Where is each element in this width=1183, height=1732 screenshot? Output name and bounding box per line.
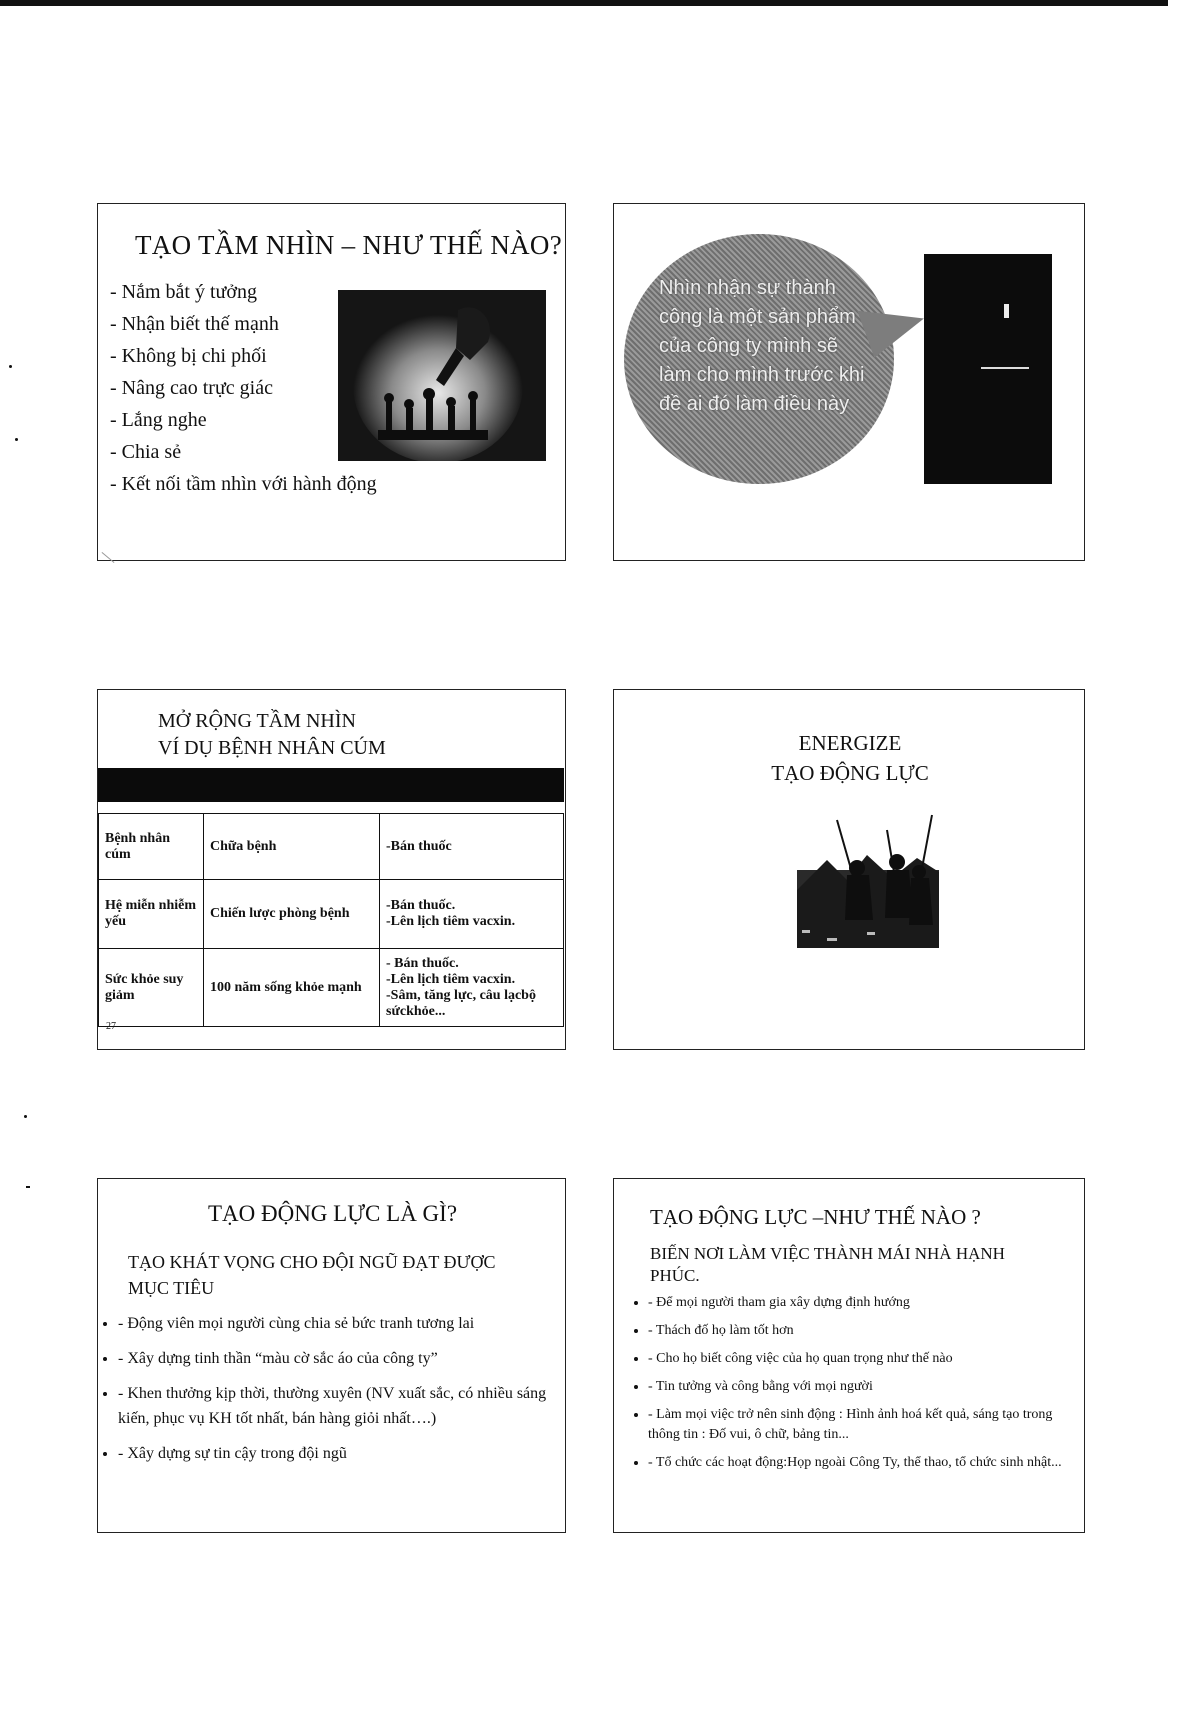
table-cell: Chiến lược phòng bệnh [204, 880, 380, 949]
bullet-item: - Lắng nghe [110, 409, 207, 431]
table-header-bar [98, 768, 564, 802]
slide-motivation-how [613, 1178, 1085, 1533]
table-cell [380, 814, 564, 880]
cell-line: -Bán thuốc [386, 838, 452, 854]
dark-figure-image [924, 254, 1052, 484]
bullet-item: • - Xây dựng sự tin cậy trong đội ngũ [118, 1441, 558, 1466]
scan-dot [24, 1115, 27, 1118]
flu-example-table [98, 813, 564, 1027]
bullet-list [614, 1293, 1078, 1481]
table-cell: Sức khỏe suy giảm [99, 949, 204, 1027]
title-line: TẠO ĐỘNG LỰC [771, 761, 929, 785]
bullet-list [110, 276, 377, 500]
bullet-item: • - Để mọi người tham gia xây dựng định hướng [648, 1293, 1078, 1313]
slide-title [614, 728, 1086, 788]
bullet-item: • - Động viên mọi người cùng chia sẻ bức tranh tương lai [118, 1311, 558, 1336]
title-line: MỞ RỘNG TẦM NHÌN [158, 710, 356, 732]
bullet-list [88, 1311, 558, 1476]
page-number: 27 [106, 1021, 116, 1032]
table-cell: Hệ miễn nhiễm yếu [99, 880, 204, 949]
slide-title [158, 708, 386, 762]
slide-subtitle [650, 1243, 1005, 1287]
cell-line: -Sâm, tăng lực, câu lạcbộ sứckhỏe... [386, 987, 536, 1019]
scan-top-border [0, 0, 1168, 6]
table-cell: Bệnh nhân cúm [99, 814, 204, 880]
figure-highlight [1004, 304, 1009, 318]
slide-energize [613, 689, 1085, 1050]
cell-line: - Bán thuốc. [386, 955, 459, 971]
figure-line [981, 367, 1029, 369]
title-line: VÍ DỤ BỆNH NHÂN CÚM [158, 737, 386, 759]
title-line: ENERGIZE [798, 731, 902, 755]
slide-vision-how [97, 203, 566, 561]
table-row [99, 814, 564, 880]
table-row [99, 880, 564, 949]
bullet-item: • - Tin tưởng và công bằng với mọi người [648, 1377, 1078, 1397]
scan-dot [9, 365, 12, 368]
bullet-item: - Nâng cao trực giác [110, 377, 273, 399]
bullet-item: - Kết nối tầm nhìn với hành động [110, 473, 377, 495]
bullet-item: • - Thách đố họ làm tốt hơn [648, 1321, 1078, 1341]
slide-title: TẠO TẦM NHÌN – NHƯ THẾ NÀO? [135, 230, 563, 260]
subtitle-line: TẠO KHÁT VỌNG CHO ĐỘI NGŨ ĐẠT ĐƯỢC [128, 1252, 496, 1272]
chess-illustration [338, 290, 546, 461]
subtitle-line: BIẾN NƠI LÀM VIỆC THÀNH MÁI NHÀ HẠNH [650, 1244, 1005, 1263]
table-cell [380, 949, 564, 1027]
soldiers-image [797, 800, 939, 948]
cell-line: -Lên lịch tiêm vacxin. [386, 971, 516, 987]
bullet-item: • - Cho họ biết công việc của họ quan trọng như thế nào [648, 1349, 1078, 1369]
slide-subtitle [128, 1249, 495, 1301]
bullet-item: • - Xây dựng tinh thần “màu cờ sắc áo của công ty” [118, 1346, 558, 1371]
subtitle-line: MỤC TIÊU [128, 1278, 215, 1298]
cell-line: -Lên lịch tiêm vacxin. [386, 914, 516, 929]
bubble-text: Nhìn nhận sự thành công là một sản phẩm của công ty mình sẽ làm cho mình trước khi đề ai đó làm điều này [659, 277, 865, 415]
bullet-item: • - Làm mọi việc trở nên sinh động : Hình ảnh hoá kết quả, sáng tạo trong thông tin : Đố vui, ô chữ, bảng tin... [648, 1405, 1078, 1445]
slide-motivation-what [97, 1178, 566, 1533]
bullet-item: - Nắm bắt ý tưởng [110, 281, 257, 303]
table-cell: Chữa bệnh [204, 814, 380, 880]
bullet-item: • - Tổ chức các hoạt động:Họp ngoài Công Ty, thể thao, tổ chức sinh nhật... [648, 1453, 1078, 1473]
slide-expand-vision [97, 689, 566, 1050]
table-cell: 100 năm sống khỏe mạnh [204, 949, 380, 1027]
corner-mark [102, 552, 115, 563]
slide-vision-bubble [613, 203, 1085, 561]
table-row [99, 949, 564, 1027]
bullet-item: • - Khen thưởng kịp thời, thường xuyên (NV xuất sắc, có nhiều sáng kiến, phục vụ KH tốt nhất, bán hàng giỏi nhất….) [118, 1381, 558, 1431]
scan-dash [26, 1186, 30, 1188]
soldiers-illustration [797, 800, 939, 948]
bullet-item: - Chia sẻ [110, 441, 182, 463]
scan-dot [15, 438, 18, 441]
slide-title: TẠO ĐỘNG LỰC LÀ GÌ? [207, 1201, 458, 1226]
chess-hand-image [338, 290, 546, 461]
bullet-item: - Không bị chi phối [110, 345, 267, 367]
table-cell [380, 880, 564, 949]
cell-line: -Bán thuốc. [386, 898, 456, 913]
slide-title: TẠO ĐỘNG LỰC –NHƯ THẾ NÀO ? [650, 1205, 981, 1229]
subtitle-line: PHÚC. [650, 1266, 700, 1285]
bullet-item: - Nhận biết thế mạnh [110, 313, 279, 335]
